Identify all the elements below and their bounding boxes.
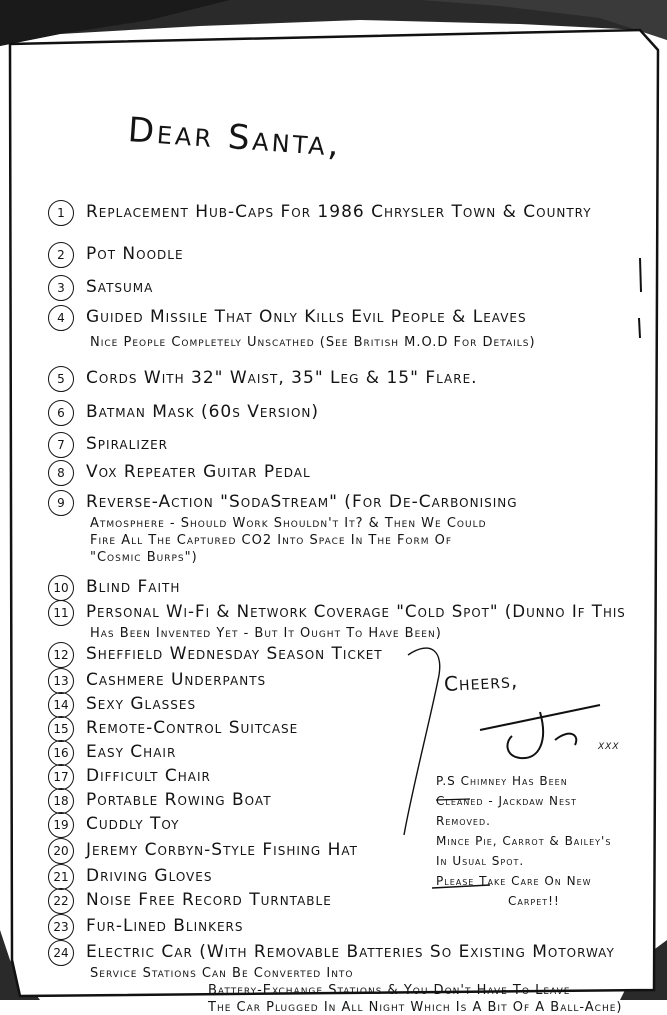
list-item: Fur-Lined Blinkers	[86, 916, 244, 936]
item-number: 19	[48, 812, 74, 838]
list-item: Jeremy Corbyn-Style Fishing Hat	[86, 840, 358, 860]
item-number: 8	[48, 460, 74, 486]
item-number: 4	[48, 305, 74, 331]
list-item: Difficult Chair	[86, 766, 211, 786]
list-item: Personal Wi-Fi & Network Coverage "Cold Spot" (Dunno If This	[86, 602, 626, 622]
list-item: Driving Gloves	[86, 866, 213, 886]
list-item-continuation: Service Stations Can Be Converted Into	[90, 966, 354, 981]
list-item: Electric Car (With Removable Batteries So Existing Motorway	[86, 942, 615, 962]
list-item-continuation: Battery-Exchange Stations & You Don't Have To Leave	[208, 983, 571, 998]
item-number: 11	[48, 600, 74, 626]
postscript-line: Carpet!!	[508, 894, 560, 908]
list-item-continuation: Nice People Completely Unscathed (See British M.O.D For Details)	[90, 335, 536, 350]
item-number: 17	[48, 764, 74, 790]
item-number: 13	[48, 668, 74, 694]
item-number: 1	[48, 200, 74, 226]
item-number: 10	[48, 575, 74, 601]
item-number: 20	[48, 838, 74, 864]
item-number: 22	[48, 888, 74, 914]
item-number: 23	[48, 914, 74, 940]
postscript-line: Cleaned - Jackdaw Nest	[436, 794, 577, 808]
cheers-text: Cheers,	[443, 668, 519, 696]
list-item: Easy Chair	[86, 742, 177, 762]
list-item: Cords With 32" Waist, 35" Leg & 15" Flare.	[86, 368, 478, 388]
item-number: 18	[48, 788, 74, 814]
item-number: 6	[48, 400, 74, 426]
list-item: Sexy Glasses	[86, 694, 197, 714]
letter-sheet	[8, 32, 658, 1015]
list-item-continuation: The Car Plugged In All Night Which Is A Bit Of A Ball-Ache)	[208, 1000, 623, 1015]
list-item: Batman Mask (60s Version)	[86, 402, 320, 422]
list-item: Pot Noodle	[86, 244, 184, 264]
list-item: Reverse-Action "SodaStream" (For De-Carbonising	[86, 492, 518, 512]
item-number: 14	[48, 692, 74, 718]
item-number: 24	[48, 940, 74, 966]
list-item: Remote-Control Suitcase	[86, 718, 299, 738]
list-item: Satsuma	[86, 277, 154, 297]
list-item: Cuddly Toy	[86, 814, 180, 834]
list-item: Noise Free Record Turntable	[86, 890, 332, 910]
list-item-continuation: "Cosmic Burps")	[90, 550, 198, 565]
postscript-line: In Usual Spot.	[436, 854, 525, 868]
list-item: Guided Missile That Only Kills Evil People & Leaves	[86, 307, 527, 327]
postscript-line: Mince Pie, Carrot & Bailey's	[436, 834, 612, 848]
postscript-line: P.S Chimney Has Been	[436, 774, 568, 788]
list-item-continuation: Fire All The Captured CO2 Into Space In The Form Of	[90, 533, 453, 548]
list-item: Sheffield Wednesday Season Ticket	[86, 644, 383, 664]
list-item: Portable Rowing Boat	[86, 790, 272, 810]
list-item: Replacement Hub-Caps For 1986 Chrysler Town & Country	[86, 202, 592, 222]
item-number: 2	[48, 242, 74, 268]
list-item: Blind Faith	[86, 577, 181, 597]
item-number: 5	[48, 366, 74, 392]
list-item-continuation: Atmosphere - Should Work Shouldn't It? & Then We Could	[90, 516, 487, 531]
kisses-text: xxx	[598, 738, 620, 753]
list-item: Vox Repeater Guitar Pedal	[86, 462, 311, 482]
item-number: 9	[48, 490, 74, 516]
item-number: 16	[48, 740, 74, 766]
postscript-line: Removed.	[436, 814, 491, 828]
item-number: 15	[48, 716, 74, 742]
list-item: Cashmere Underpants	[86, 670, 267, 690]
postscript-line: Please Take Care On New	[436, 874, 592, 888]
list-item: Spiralizer	[86, 434, 168, 454]
item-number: 7	[48, 432, 74, 458]
list-item-continuation: Has Been Invented Yet - But It Ought To Have Been)	[90, 626, 442, 641]
greeting: Dear Santa,	[126, 110, 344, 165]
item-number: 12	[48, 642, 74, 668]
item-number: 3	[48, 275, 74, 301]
item-number: 21	[48, 864, 74, 890]
